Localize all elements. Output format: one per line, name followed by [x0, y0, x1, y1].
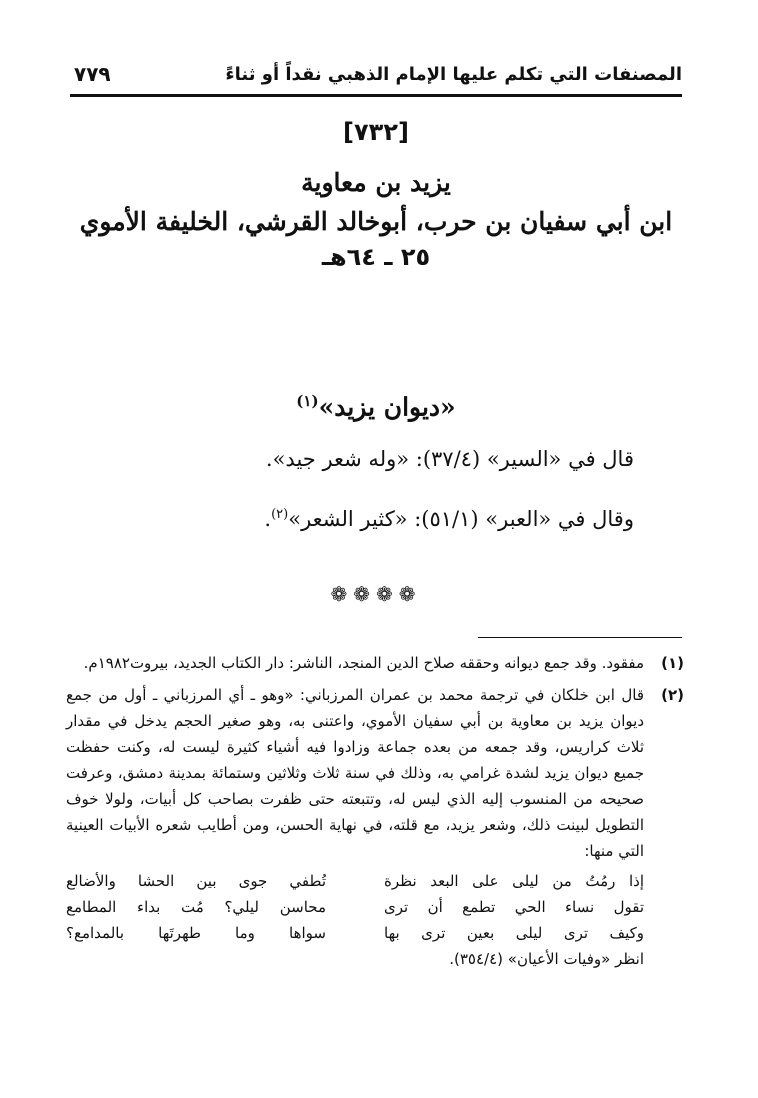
- verse-hemistich: سواها وما طهرتَها بالمدامع؟: [66, 924, 326, 942]
- entry-lineage: ابن أبي سفيان بن حرب، أبوخالد القرشي، الخليفة الأموي: [79, 207, 673, 236]
- footnote-1: [66, 650, 684, 676]
- entry-name: يزيد بن معاوية: [301, 168, 451, 197]
- verse-hemistich: محاسن ليلي؟ مُت بداء المطامع: [66, 898, 326, 916]
- verse-hemistich: وكيف ترى ليلى بعين ترى بها: [384, 924, 644, 942]
- footnote-number: (١): [661, 654, 684, 672]
- source-citation: انظر «وفيات الأعيان» (٣٥٤/٤).: [449, 950, 644, 968]
- page-header: [70, 58, 682, 94]
- verse-first-hemistichs: [384, 868, 644, 946]
- verse-hemistich: إذا رمُتُ من ليلى على البعد نظرة: [384, 872, 644, 890]
- footnote-text: مفقود. وقد جمع ديوانه وحققه صلاح الدين المنجد، الناشر: دار الكتاب الجديد، بيروت١٩٨٢م.: [83, 654, 644, 672]
- work-title: [70, 392, 682, 421]
- footnote-number: (٢): [661, 686, 684, 704]
- footnotes: [66, 650, 684, 972]
- header-rule: [70, 94, 682, 97]
- footnote-marker-2: (٢): [271, 507, 289, 522]
- verse-hemistich: تقول نساء الحي تطمع أن ترى: [384, 898, 644, 916]
- running-title: المصنفات التي تكلم عليها الإمام الذهبي نقداً أو ثناءً: [225, 64, 682, 85]
- footnote-2: [66, 682, 684, 864]
- entry-number: [٧٣٢]: [343, 118, 409, 146]
- footnote-text: قال ابن خلكان في ترجمة محمد بن عمران المرزباني: «وهو ـ أي المرزباني ـ أول من جمع ديوان يزيد بن معاوية بن أبي سفيان الأموي، واعتنى به، وهو صغير الحجم يدخل في مقدار ثلاث كراريس، وقد جمعه من بعده جماعة وزادوا فيه أشياء كثيرة ليست له، وكنت حفظت جميع ديوان يزيد لشدة غرامي به، وذلك في سنة ثلاث وثلاثين وستمائة بمدينة دمشق، وعرفت صحيحه من المنسوب إليه الذي ليس له، وتتبعته حتى ظفرت بصاحب كل أبيات، ولولا خوف التطويل لبينت ذلك، وشعر يزيد، مع قلته، في نهاية الحسن، ومن أطايب شعره الأبيات العينية التي منها:: [66, 686, 644, 860]
- section-ornament: ❁❁❁❁: [330, 582, 422, 606]
- page-number: ٧٧٩: [74, 62, 111, 86]
- verse-hemistich: تُطفي جوى بين الحشا والأضالع: [66, 872, 326, 890]
- poem-verses: [66, 868, 684, 946]
- verse-second-hemistichs: [66, 868, 326, 946]
- work-title-text: «ديوان يزيد»: [318, 392, 456, 422]
- quote-ibar-end: .: [264, 507, 272, 531]
- footnote-rule: [478, 637, 682, 638]
- entry-dates: ٢٥ ـ ٦٤هـ: [321, 243, 431, 271]
- quote-siyar: قال في «السير» (٣٧/٤): «وله شعر جيد».: [265, 447, 634, 471]
- footnote-source: [66, 946, 684, 972]
- quote-ibar-text: وقال في «العبر» (٥١/١): «كثير الشعر»: [288, 507, 634, 531]
- quote-ibar: [114, 507, 634, 531]
- footnote-marker-1: (١): [296, 392, 319, 410]
